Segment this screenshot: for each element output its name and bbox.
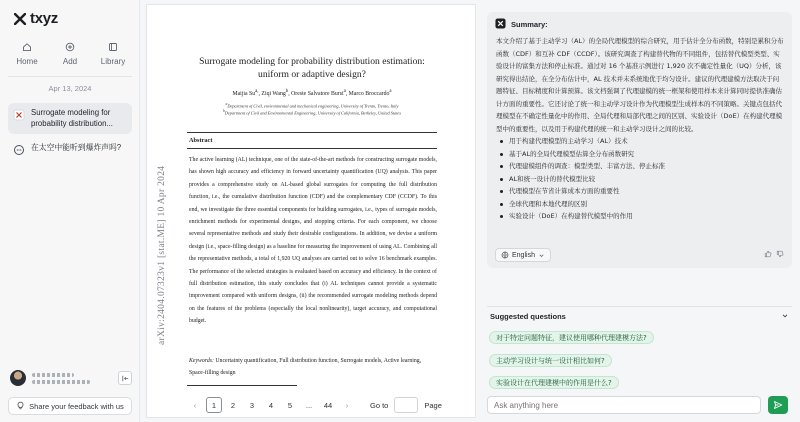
abstract-rule xyxy=(187,132,437,133)
summary-bullet: 实验设计（DoE）在构建替代模型中的作用 xyxy=(496,210,784,223)
library-icon xyxy=(108,42,118,54)
pdf-viewer[interactable] xyxy=(146,4,476,418)
chevron-down-icon xyxy=(538,252,545,259)
keywords xyxy=(189,355,437,380)
summary-header xyxy=(495,18,784,31)
home-icon xyxy=(22,42,32,54)
rating-buttons xyxy=(764,250,784,260)
feedback-button[interactable] xyxy=(8,397,132,415)
history-date: Apr 13, 2024 xyxy=(48,84,92,93)
author: Maijia Su xyxy=(232,90,256,97)
chat-input[interactable] xyxy=(487,396,761,414)
app-name: txyz xyxy=(30,10,58,27)
suggested-question-chip[interactable]: 主动学习设计与统一设计相比如何? xyxy=(489,354,612,367)
summary-bullet: 用于构建代理模型的主动学习（AL）技术 xyxy=(496,135,784,148)
bot-icon xyxy=(495,18,506,31)
abstract-text: The active learning (AL) technique, one of the state-of-the-art methods for constructing surrogate models, has shown high accuracy and efficiency in forward uncertainty quantification (UQ) analysis. This paper provides a comprehensive study on AL-based global surrogates for computing the full distribution function, i.e., the cumulative distribution function (CDF) and the complementary CDF (CCDF). To this end, we investigate the three essential components for building surrogates, i.e., types of surrogate models, enrichment methods for experimental designs, and stopping criteria. For each component, we choose several representative methods and study their desirable configurations. In addition, we devise a uniform design (i.e., space-filling design) as a baseline for measuring the improvement of using AL. Combining all the representative methods, a total of 1,920 UQ analyses are carried out to solve 16 benchmark examples. The performance of the selected strategies is evaluated based on accuracy and efficiency. In the context of full distribution estimation, this study concludes that (i) AL techniques cannot provide a systematic improvement compared with uniform designs, (ii) the recommended surrogate modeling methods depend on the features of the problems (especially the local nonlinearity), target accuracy, and computational budget. xyxy=(189,157,437,325)
avatar xyxy=(10,370,26,386)
summary-bullet: AL和统一设计的替代模型比较 xyxy=(496,173,784,186)
suggested-question-chip[interactable]: 对于特定问题特征，建议使用哪种代理建模方法? xyxy=(489,331,654,344)
lightbulb-icon xyxy=(16,401,25,412)
history-item-title: Surrogate modeling for probability distribution... xyxy=(31,108,113,128)
nav-home-label: Home xyxy=(16,57,38,66)
page-label: Page xyxy=(424,400,442,410)
page-ellipsis[interactable]: ... xyxy=(305,400,313,410)
send-icon xyxy=(773,400,783,410)
txyz-logo-icon xyxy=(14,13,26,25)
page-button[interactable]: 3 xyxy=(249,400,255,410)
main-nav xyxy=(6,42,134,66)
nav-add[interactable] xyxy=(49,42,91,66)
summary-bullets xyxy=(496,135,784,223)
suggested-question-chip[interactable]: 实验设计在代理建模中的作用是什么? xyxy=(489,376,619,389)
paper-title-line2: uniform or adaptive design? xyxy=(258,69,366,80)
paper-title xyxy=(187,55,437,81)
summary-bullet: 代理建模组件的调查：模型类型、丰富方法、停止标准 xyxy=(496,160,784,173)
summary-bullet: 代理模型在节省计算成本方面的重要性 xyxy=(496,185,784,198)
user-profile[interactable] xyxy=(10,370,132,386)
history-item[interactable] xyxy=(8,138,132,161)
pdf-pagination xyxy=(147,391,477,419)
chat-bubble-icon xyxy=(13,144,25,156)
language-value: English xyxy=(512,251,535,259)
feedback-label: Share your feedback with us xyxy=(29,401,124,411)
user-info-redacted xyxy=(32,373,90,384)
thumbs-down-icon[interactable] xyxy=(776,250,784,260)
assistant-panel xyxy=(481,0,800,422)
summary-paragraph: 本文介绍了基于主动学习（AL）的全局代理模型的综合研究，用于估计全分布函数，特别是累积分布函数（CDF）和互补 CDF（CCDF）。该研究调查了构建替代物的不同组件，包括替代模型类型、实验设计的富集方法和停止标准。通过对 16 个基准示例进行 1,920 次不确定性量化（UQ）分析，该研究得出结论，在全分布估计中，AL 技术并未系统地优于均匀设计。建议的代理建模方法取决于问题特征、目标精度和计算预算。该文档强调了代理建模的统一框架和使用样本来计算同时提供准确估计方面的重要性。它还讨论了统一和主动学习设计作为代理模型生成样本的不同策略。关键点包括代理模型在不确定性量化中的作用、全局代理和局部代理之间的区别、实验设计（DoE）在构建代理模型中的重要性，以及用于构建代理的统一和主动学习设计之间的比较。 xyxy=(496,37,784,133)
nav-home[interactable] xyxy=(6,42,48,66)
plus-circle-icon xyxy=(65,42,75,54)
last-page-button[interactable]: 44 xyxy=(323,400,333,410)
language-select[interactable] xyxy=(495,248,551,262)
prev-page-button[interactable]: ‹ xyxy=(193,400,197,410)
sidebar-divider xyxy=(8,76,132,77)
summary-card xyxy=(487,12,792,268)
chevron-down-icon xyxy=(781,312,789,320)
goto-label: Go to xyxy=(370,400,389,410)
summary-heading: Summary: xyxy=(511,20,548,29)
summary-footer xyxy=(495,248,784,262)
page-button[interactable]: 4 xyxy=(268,400,274,410)
page-button[interactable]: 5 xyxy=(287,400,293,410)
arxiv-stamp: arXiv:2404.07323v1 [stat.ME] 10 Apr 2024 xyxy=(157,165,167,345)
paper-title-line1: Surrogate modeling for probability distribution estimation: xyxy=(199,56,425,67)
keywords-text: Uncertainty quantification, Full distribution function, Surrogate models, Active learning, Space-filling design xyxy=(189,358,422,377)
keywords-label: Keywords: xyxy=(189,358,214,364)
suggested-questions-header[interactable] xyxy=(487,306,792,322)
send-button[interactable] xyxy=(768,396,788,414)
history-item-title: 在太空中能听到爆炸声吗? xyxy=(31,143,122,152)
suggested-heading: Suggested questions xyxy=(490,311,566,321)
abstract-heading: Abstract xyxy=(189,137,213,144)
author: , Oreste Salvatore Bursi xyxy=(288,90,344,97)
page-button[interactable]: 1 xyxy=(206,397,222,413)
nav-add-label: Add xyxy=(62,57,78,66)
author: , Ziqi Wang xyxy=(258,90,286,97)
summary-body xyxy=(495,35,784,223)
app-logo[interactable] xyxy=(14,10,58,27)
thumbs-up-icon[interactable] xyxy=(764,250,772,260)
history-item[interactable] xyxy=(8,103,132,134)
collapse-sidebar-button[interactable] xyxy=(118,371,132,385)
collapse-icon xyxy=(121,374,130,383)
globe-icon xyxy=(501,251,509,259)
paper-authors: Maijia $Su^{a,}$, Ziqi Wang$^b$, Oreste Salvatore Bursi$^a$, Marco Broccardo$^a$ xyxy=(232,89,392,97)
pdf-doc-icon xyxy=(13,109,25,121)
pdf-page xyxy=(147,5,477,389)
paper-affiliations: $^a$Department of Civil, environmental and mechanical engineering, University of Trento, Trento, Italy $^b$Department of Civil and Environmental Engineering, University of California, Berkeley, United States xyxy=(222,102,402,116)
nav-library[interactable] xyxy=(92,42,134,66)
goto-page xyxy=(370,397,442,413)
abstract-rule xyxy=(187,148,437,149)
footnote-rule xyxy=(187,385,297,386)
goto-page-input[interactable] xyxy=(394,397,418,413)
author: , Marco Broccardo xyxy=(345,90,390,97)
summary-bullet: 全球代理和本地代理的区别 xyxy=(496,198,784,211)
next-page-button[interactable]: › xyxy=(345,400,349,410)
nav-library-label: Library xyxy=(100,57,126,66)
affiliation: Department of Civil and Environmental Engineering, University of California, Berkeley, United States xyxy=(224,110,402,116)
page-button[interactable]: 2 xyxy=(230,400,236,410)
sidebar xyxy=(0,0,140,422)
affiliation: Department of Civil, environmental and mechanical engineering, University of Trento, Trento, Italy xyxy=(227,103,399,109)
summary-bullet: 基于AL的全局代理模型估算全分布函数研究 xyxy=(496,148,784,161)
